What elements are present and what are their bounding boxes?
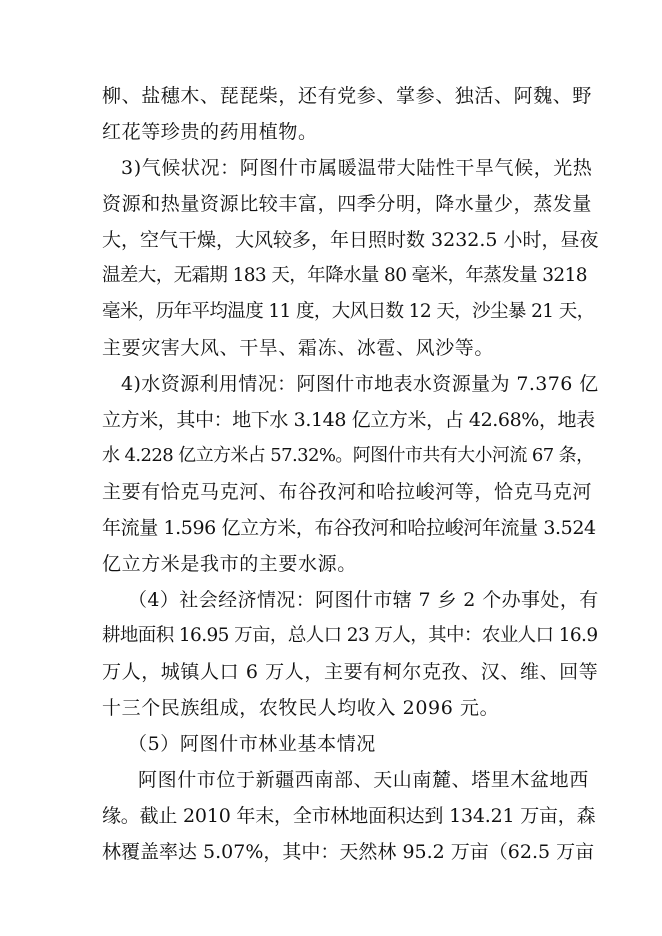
text-line: 毫米，历年平均温度 11 度，大风日数 12 天，沙尘暴 21 天， <box>102 301 595 322</box>
text-line: 万人，城镇人口 6 万人，主要有柯尔克孜、汉、维、回等 <box>102 661 599 683</box>
text-line: 年流量 1.596 亿立方米，布谷孜河和哈拉峻河年流量 3.524 <box>102 517 596 539</box>
text-line: 大，空气干燥，大风较多，年日照时数 3232.5 小时，昼夜 <box>102 229 599 251</box>
text-line: 红花等珍贵的药用植物。 <box>102 121 318 143</box>
text-line: 主要有恰克马克河、布谷孜河和哈拉峻河等，恰克马克河 <box>102 481 593 503</box>
text-line: 林覆盖率达 5.07%，其中：天然林 95.2 万亩（62.5 万亩 <box>102 841 595 863</box>
text-line: 3)气候状况：阿图什市属暖温带大陆性干旱气候，光热 <box>121 157 593 179</box>
text-line: 4)水资源利用情况：阿图什市地表水资源量为 7.376 亿 <box>121 373 599 395</box>
text-line: 十三个民族组成，农牧民人均收入 2096 元。 <box>102 697 500 719</box>
text-line: 资源和热量资源比较丰富，四季分明，降水量少，蒸发量 <box>102 193 593 215</box>
text-line: 亿立方米是我市的主要水源。 <box>102 553 357 575</box>
text-line: 缘。截止 2010 年末，全市林地面积达到 134.21 万亩，森 <box>102 805 596 827</box>
text-line: 阿图什市位于新疆西南部、天山南麓、塔里木盆地西 <box>138 769 589 791</box>
text-line: 立方米，其中：地下水 3.148 亿立方米，占 42.68%，地表 <box>102 409 595 431</box>
text-line: （5）阿图什市林业基本情况 <box>128 733 376 755</box>
text-line: 水 4.228 亿立方米占 57.32%。阿图什市共有大小河流 67 条， <box>102 445 594 466</box>
text-line: （4）社会经济情况：阿图什市辖 7 乡 2 个办事处，有 <box>128 589 599 611</box>
text-line: 温差大，无霜期 183 天，年降水量 80 毫米，年蒸发量 3218 <box>102 265 587 286</box>
text-line: 柳、盐穗木、琵琵柴，还有党参、掌参、独活、阿魏、野 <box>102 85 593 107</box>
text-line: 主要灾害大风、干旱、霜冻、冰雹、风沙等。 <box>102 337 495 359</box>
text-line: 耕地面积 16.95 万亩，总人口 23 万人，其中：农业人口 16.9 <box>102 625 598 646</box>
